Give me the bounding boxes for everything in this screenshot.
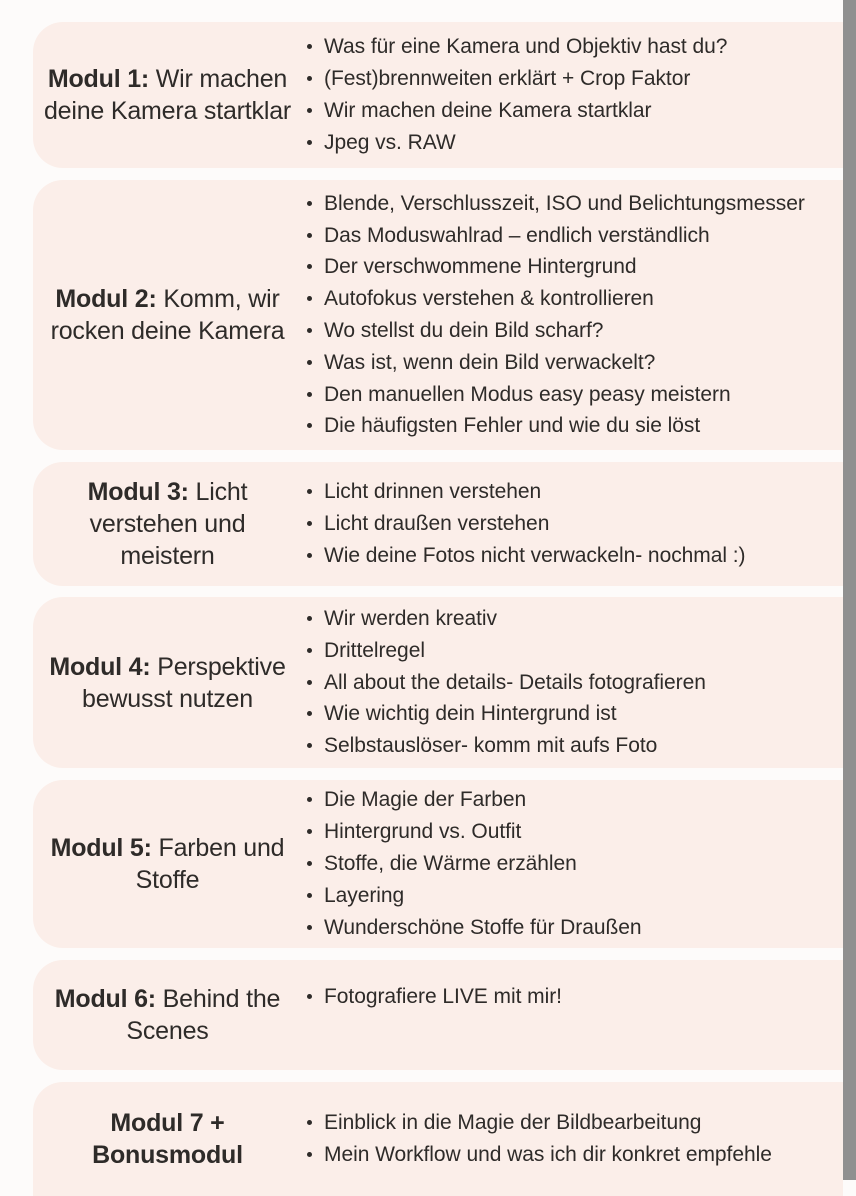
module-item-list — [306, 785, 843, 942]
module-title — [33, 283, 306, 347]
list-item-text: Mein Workflow und was ich dir konkret empfehle — [324, 1143, 772, 1166]
bullet-icon — [307, 553, 312, 558]
bullet-icon — [307, 1152, 312, 1157]
list-item — [306, 817, 829, 847]
bullet-icon — [307, 423, 312, 428]
bullet-icon — [307, 616, 312, 621]
list-item-text: Die häufigsten Fehler und wie du sie löst — [324, 414, 701, 438]
list-item-text: Licht draußen verstehen — [324, 512, 550, 536]
list-item — [306, 284, 829, 314]
bullet-icon — [307, 925, 312, 930]
module-item-list — [306, 32, 843, 157]
list-item-text: Drittelregel — [324, 638, 425, 662]
bullet-icon — [307, 1120, 312, 1125]
list-item-text: Fotografiere LIVE mit mir! — [324, 985, 562, 1008]
list-item — [306, 252, 829, 282]
list-item-text: Wunderschöne Stoffe für Draußen — [324, 915, 642, 939]
scrollbar-thumb[interactable] — [843, 0, 856, 1180]
module-card — [33, 462, 843, 586]
list-item-text: Einblick in die Magie der Bildbearbeitung — [324, 1111, 702, 1135]
bullet-icon — [307, 44, 312, 49]
list-item — [306, 348, 829, 378]
list-item — [306, 96, 829, 126]
list-item — [306, 477, 829, 507]
module-label: Modul 4: — [49, 652, 151, 681]
list-item-text: Was ist, wenn dein Bild verwackelt? — [324, 350, 656, 374]
module-item-list — [306, 477, 843, 570]
module-card — [33, 780, 843, 948]
module-label: Modul 6: — [54, 985, 156, 1013]
list-item-text: Stoffe, die Wärme erzählen — [324, 852, 577, 876]
bullet-icon — [307, 201, 312, 206]
list-item-text: Jpeg vs. RAW — [324, 130, 456, 154]
list-item — [306, 881, 829, 911]
bullet-icon — [307, 296, 312, 301]
list-item-text: Wir machen deine Kamera startklar — [324, 99, 652, 122]
bullet-icon — [307, 994, 312, 999]
bullet-icon — [307, 797, 312, 802]
list-item — [306, 785, 829, 815]
list-item — [306, 221, 829, 251]
list-item — [306, 64, 829, 94]
bullet-icon — [307, 711, 312, 716]
list-item — [306, 316, 829, 346]
list-item — [306, 380, 829, 410]
list-item — [306, 982, 829, 1012]
module-item-list — [306, 960, 843, 1012]
list-item — [306, 604, 829, 634]
module-label: Modul 7 + Bonusmodul — [92, 1109, 243, 1169]
list-item — [306, 1108, 829, 1138]
list-item — [306, 32, 829, 62]
list-item-text: Was für eine Kamera und Objektiv hast du? — [324, 35, 728, 59]
bullet-icon — [307, 893, 312, 898]
list-item — [306, 1140, 829, 1170]
list-item-text: Autofokus verstehen & kontrollieren — [324, 287, 654, 311]
bullet-icon — [307, 521, 312, 526]
module-title-text: Farben und Stoffe — [135, 834, 285, 894]
list-item — [306, 128, 829, 158]
list-item — [306, 189, 829, 219]
bullet-icon — [307, 108, 312, 113]
scrollbar[interactable] — [843, 0, 856, 1196]
list-item — [306, 636, 829, 666]
bullet-icon — [307, 392, 312, 397]
list-item-text: Selbstauslöser- komm mit aufs Foto — [324, 734, 658, 758]
module-card — [33, 597, 843, 768]
module-title-text: Licht verstehen und meistern — [89, 478, 248, 570]
bullet-icon — [307, 680, 312, 685]
module-card — [33, 1082, 843, 1196]
module-title-text: Komm, wir rocken deine Kamera — [50, 285, 285, 345]
module-item-list — [306, 604, 843, 761]
list-item-text: Die Magie der Farben — [324, 788, 527, 812]
bullet-icon — [307, 743, 312, 748]
module-title — [33, 63, 306, 127]
list-item — [306, 849, 829, 879]
list-item — [306, 541, 829, 571]
list-item — [306, 509, 829, 539]
list-item — [306, 699, 829, 729]
list-item-text: Wie deine Fotos nicht verwackeln- nochmal :) — [324, 543, 746, 567]
list-item-text: Layering — [324, 883, 405, 907]
module-title-text: Perspektive bewusst nutzen — [82, 652, 286, 713]
bullet-icon — [307, 264, 312, 269]
module-title-text: Behind the Scenes — [126, 985, 281, 1045]
bullet-icon — [307, 360, 312, 365]
list-item-text: Licht drinnen verstehen — [324, 480, 542, 504]
list-item-text: All about the details- Details fotografieren — [324, 670, 706, 694]
module-card — [33, 180, 843, 450]
list-item-text: (Fest)brennweiten erklärt + Crop Faktor — [324, 67, 691, 91]
module-item-list — [306, 1108, 843, 1170]
list-item — [306, 731, 829, 761]
bullet-icon — [307, 648, 312, 653]
module-title — [33, 983, 306, 1047]
module-item-list — [306, 189, 843, 442]
module-card — [33, 960, 843, 1070]
module-card — [33, 22, 843, 168]
list-item-text: Der verschwommene Hintergrund — [324, 255, 637, 279]
module-title — [33, 1107, 306, 1171]
list-item-text: Den manuellen Modus easy peasy meistern — [324, 382, 731, 406]
list-item — [306, 913, 829, 943]
bullet-icon — [307, 829, 312, 834]
list-item-text: Wie wichtig dein Hintergrund ist — [324, 702, 617, 726]
list-item-text: Das Moduswahlrad – endlich verständlich — [324, 223, 710, 247]
bullet-icon — [307, 140, 312, 145]
module-label: Modul 1: — [47, 65, 150, 93]
list-item — [306, 668, 829, 698]
bullet-icon — [307, 861, 312, 866]
list-item-text: Hintergrund vs. Outfit — [324, 820, 522, 844]
bullet-icon — [307, 233, 312, 238]
bullet-icon — [307, 328, 312, 333]
module-title — [33, 832, 306, 896]
module-title-text: Wir machen deine Kamera startklar — [43, 65, 292, 125]
module-title — [33, 651, 306, 715]
module-title — [33, 476, 306, 572]
list-item — [306, 411, 829, 441]
module-label: Modul 5: — [50, 834, 152, 862]
list-item-text: Wo stellst du dein Bild scharf? — [324, 319, 604, 342]
bullet-icon — [307, 76, 312, 81]
list-item-text: Wir werden kreativ — [324, 606, 497, 630]
list-item-text: Blende, Verschlusszeit, ISO und Belichtungsmesser — [324, 191, 805, 215]
bullet-icon — [307, 489, 312, 494]
module-label: Modul 2: — [55, 285, 157, 313]
module-label: Modul 3: — [87, 478, 189, 506]
